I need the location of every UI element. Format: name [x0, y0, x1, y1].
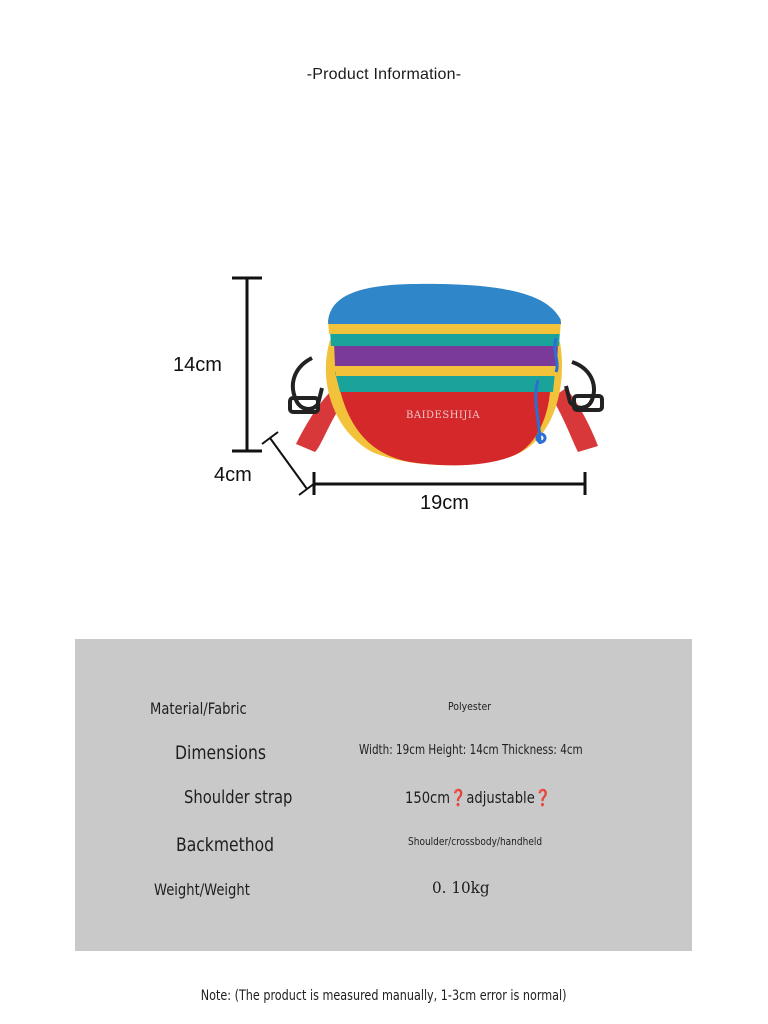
specification-panel [75, 639, 692, 951]
page-title: -Product Information- [306, 66, 462, 83]
spec-label-shoulder-strap: Shoulder strap [184, 787, 293, 808]
footer-note-text: Note: (The product is measured manually, 1-3cm error is normal) [201, 988, 567, 1004]
spec-value-backmethod: Shoulder/crossbody/handheld [408, 835, 543, 848]
bag-brand-text: BAIDESHIJIA [406, 410, 481, 421]
spec-label-material: Material/Fabric [150, 699, 247, 718]
height-label: 14cm [173, 354, 222, 376]
spec-value-weight: 0. 10kg [432, 878, 490, 897]
spec-value-material: Polyester [448, 700, 492, 713]
height-dimension-line [232, 278, 262, 451]
spec-label-dimensions: Dimensions [175, 742, 266, 764]
spec-label-weight: Weight/Weight [154, 880, 250, 899]
depth-label: 4cm [214, 464, 252, 486]
spec-value-shoulder-strap: 150cm❓adjustable❓ [405, 788, 552, 807]
spec-label-backmethod: Backmethod [176, 834, 275, 856]
right-clip [566, 362, 602, 410]
spec-value-dimensions: Width: 19cm Height: 14cm Thickness: 4cm [359, 743, 583, 758]
left-clip [290, 358, 322, 412]
bag-body [326, 284, 562, 465]
footer-note [0, 988, 768, 1004]
width-label: 19cm [420, 492, 469, 514]
